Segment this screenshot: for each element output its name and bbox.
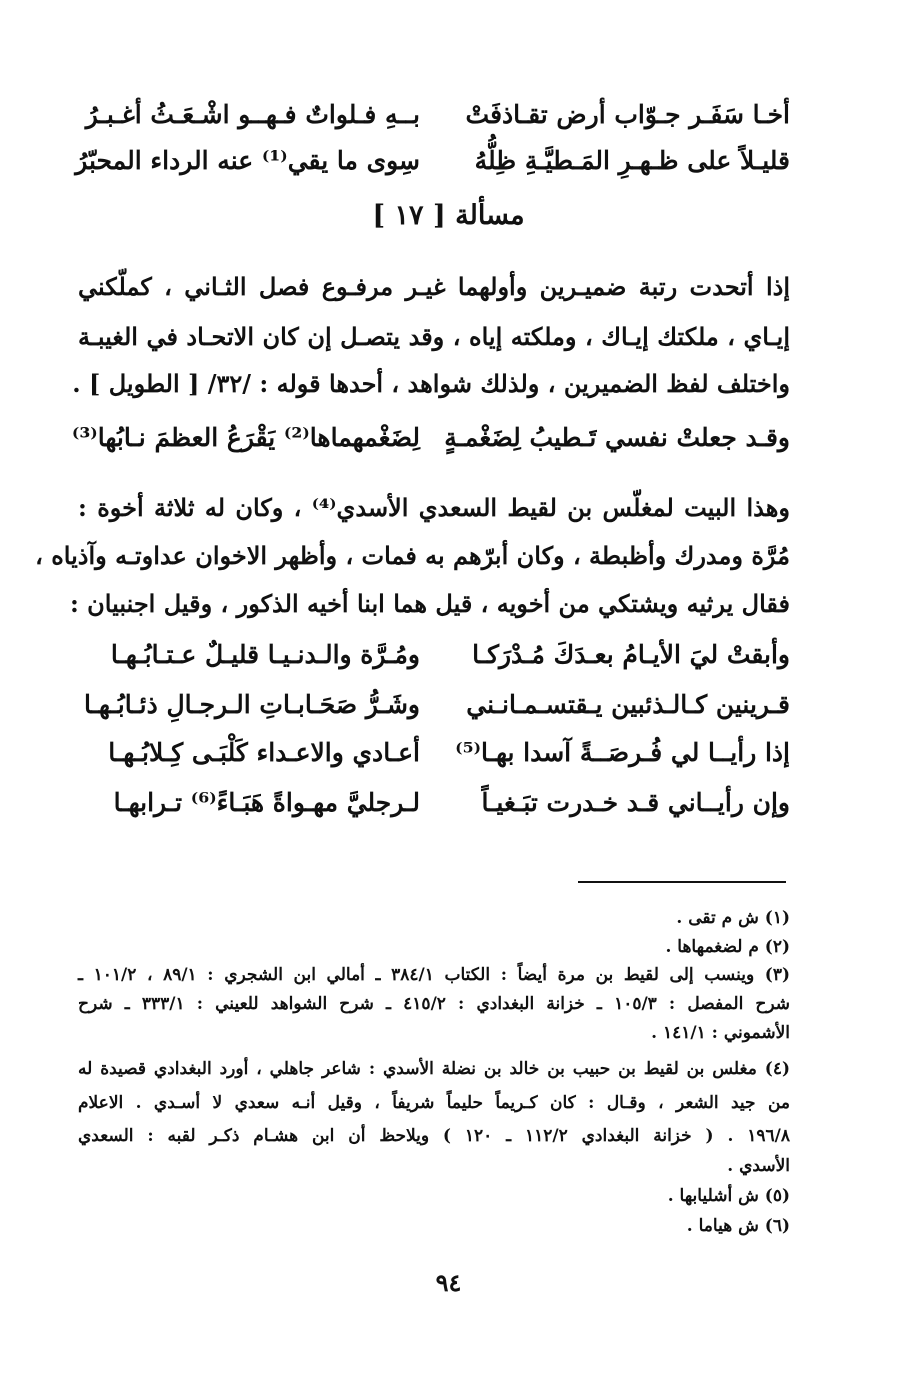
footnote-line: ١٩٦/٨ . ( خزانة البغدادي ١١٢/٢ ـ ١٢٠ ) ويلاحظ أن ابن هشـام ذكـر لقبه : السعدي [78,1126,790,1146]
footnote-line: (٤) مغلس بن لقيط بن حبيب بن خالد بن نضلة الأسدي : شاعر جاهلي ، أورد البغدادي قصيدة له [78,1059,790,1079]
verse-line [71,423,790,467]
verse-first-hemistich: أخـا سَفَـر جـوّاب أرض تقـاذفَتْ [465,100,790,129]
paragraph-line: وهذا البيت لمغلّس بن لقيط السعدي الأسدي⁽⁴⁾ ، وكان له ثلاثة أخوة : [78,493,790,522]
footnote-line: (٦) ش هياما . [686,1216,790,1236]
verse-second-hemistich: لـرجليَّ مهـواةً هَبَـاءً⁽⁶⁾ تـرابهـا [113,788,420,817]
verse-second-hemistich: ومُـرَّة والـدنـيـا قليـلٌ عـتـابُـهـا [110,640,420,669]
footnote-separator [578,881,786,883]
footnote-line: (١) ش م تقى . [676,908,790,928]
verse-first-hemistich: وأبقتْ ليَ الأيـامُ بعـدَكَ مُـدْرَكـا [472,640,790,669]
section-title: مسألة [ ١٧ ] [372,200,525,231]
footnote-line: الأسدي . [727,1156,790,1176]
verse-line [75,640,790,684]
paragraph-line: واختلف لفظ الضميرين ، ولذلك شواهد ، أحدها قوله : /٣٢/ [ الطويل ] . [72,369,790,398]
paragraph-line: فقال يرثيه ويشتكي من أخويه ، قيل هما ابنا أخيه الذكور ، وقيل اجنبيان : [69,589,790,618]
verse-second-hemistich: بــهِ فـلواتٌ فـهــو اشْـعَـثُ أغـبـرُ [85,100,420,129]
paragraph-line: مُرَّة ومدرك وأظبطة ، وكان أبرّهم به فمات ، وأظهر الاخوان عداوتـه وآذياه ، [35,541,790,570]
footnote-line: شرح المفصل : ١٠٥/٣ ـ خزانة البغدادي : ٤١٥/٢ ـ شرح الشواهد للعيني : ٣٣٣/١ ـ شرح [78,994,791,1014]
page-number: ٩٤ [435,1268,462,1297]
verse-first-hemistich: إذا رأيــا لي فُـرصَــةً آسدا بهـا⁽⁵⁾ [455,738,790,767]
verse-line [75,100,790,144]
footnote-line: (٣) وينسب إلى لقيط بن مرة أيضاً : الكتاب ٣٨٤/١ ـ أمالي ابن الشجري : ٨٩/١ ، ١٠١/٢ ـ [78,965,791,985]
footnote-line: (٢) م لضغمهاها . [665,937,790,957]
footnote-line: من جيد الشعر ، وقـال : كان كـريماً حليماً شريفاً ، وقيل أنـه سعدي لا أسـدي . الاعلام [78,1093,790,1113]
verse-line [75,788,790,832]
verse-line [75,690,790,734]
footnote-line: (٥) ش أشليابها . [667,1186,790,1206]
verse-line [75,738,790,782]
paragraph-line: إيـاي ، ملكتك إيـاك ، وملكته إياه ، وقد يتصـل إن كان الاتحـاد في الغيبـة [78,322,790,351]
verse-second-hemistich: أعـادي والاعـداء كَلْبَـى كِـلابُـهـا [108,738,420,767]
verse-line [75,146,790,190]
verse-first-hemistich: قليـلاً على ظـهـرِ المَـطيَّـةِ ظِلُّهُ [474,146,790,175]
verse-first-hemistich: وإن رأيــاني قـد خـدرت تبَـغيـاً [481,788,790,817]
footnote-line: الأشموني : ١٤١/١ . [651,1023,790,1043]
verse-first-hemistich: وقـد جعلتْ نفسي تَـطيبُ لِضَغْمـةٍ [444,423,790,452]
verse-first-hemistich: قـرينين كـالـذئبين يـقتسـمـانـني [466,690,790,719]
verse-second-hemistich: لِضَغْمهماها⁽²⁾ يَقْرَعُ العظمَ نـابُها⁽³⁾ [71,423,420,452]
verse-second-hemistich: سِوى ما يقي⁽¹⁾ عنه الرداء المحبّرُ [75,146,420,175]
verse-second-hemistich: وشَـرُّ صَحَـابـاتِ الـرجـالِ ذئـابُـهـا [83,690,420,719]
paragraph-line: إذا أتحدت رتبة ضميـرين وأولهما غيـر مرفـوع فصل الثـاني ، كملّكني [78,272,790,301]
